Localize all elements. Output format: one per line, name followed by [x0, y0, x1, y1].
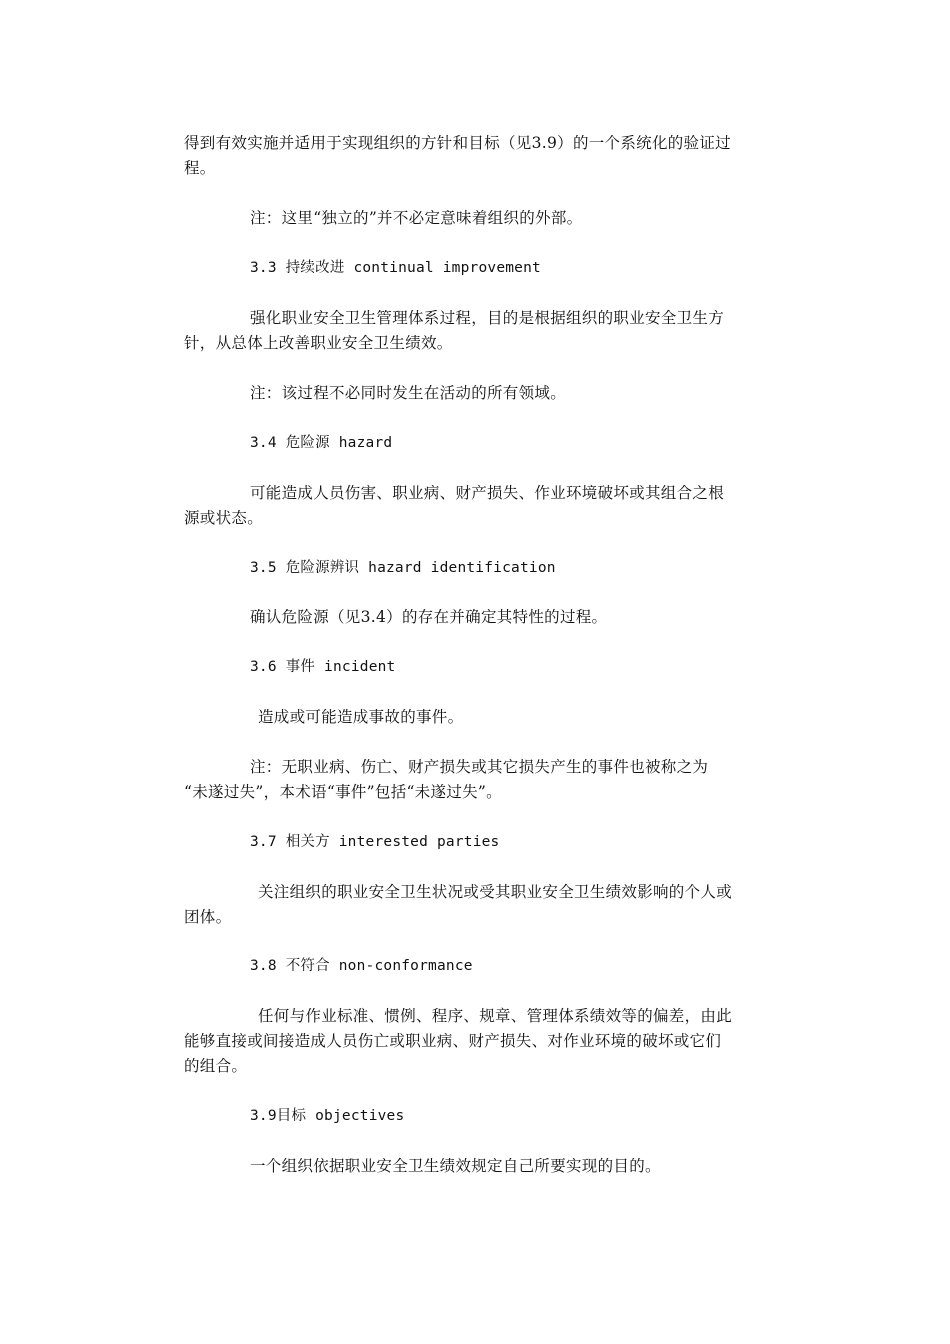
definition-line: 针，从总体上改善职业安全卫生绩效。: [184, 334, 453, 352]
note-text: 注：无职业病、伤亡、财产损失或其它损失产生的事件也被称之为: [250, 758, 709, 776]
section-heading-3-8: 3.8 不符合 non-conformance: [250, 958, 473, 974]
definition-line: 关注组织的职业安全卫生状况或受其职业安全卫生绩效影响的个人或: [258, 883, 733, 901]
section-heading-3-4: 3.4 危险源 hazard: [250, 435, 393, 451]
note-text: “未遂过失”，本术语“事件”包括“未遂过失”。: [184, 783, 502, 801]
definition-line: 团体。: [184, 908, 232, 926]
definition-line: 确认危险源（见3.4）的存在并确定其特性的过程。: [250, 608, 608, 626]
section-heading-3-6: 3.6 事件 incident: [250, 659, 396, 675]
definition-line: 强化职业安全卫生管理体系过程，目的是根据组织的职业安全卫生方: [250, 309, 725, 327]
definition-line: 源或状态。: [184, 509, 264, 527]
definition-line: 的组合。: [184, 1057, 248, 1075]
definition-line: 可能造成人员伤害、职业病、财产损失、作业环境破坏或其组合之根: [250, 484, 725, 502]
section-heading-3-3: 3.3 持续改进 continual improvement: [250, 260, 541, 276]
paragraph-line: 程。: [184, 159, 216, 177]
paragraph-line: 得到有效实施并适用于实现组织的方针和目标（见3.9）的一个系统化的验证过: [184, 134, 731, 152]
section-heading-3-7: 3.7 相关方 interested parties: [250, 834, 500, 850]
note-text: 注：该过程不必同时发生在活动的所有领域。: [250, 384, 567, 402]
section-heading-3-5: 3.5 危险源辨识 hazard identification: [250, 560, 556, 576]
definition-line: 一个组织依据职业安全卫生绩效规定自己所要实现的目的。: [250, 1157, 661, 1175]
note-text: 注：这里“独立的”并不必定意味着组织的外部。: [250, 209, 583, 227]
definition-line: 能够直接或间接造成人员伤亡或职业病、财产损失、对作业环境的破坏或它们: [184, 1032, 722, 1050]
section-heading-3-9: 3.9目标 objectives: [250, 1108, 405, 1124]
definition-line: 造成或可能造成事故的事件。: [258, 708, 464, 726]
definition-line: 任何与作业标准、惯例、程序、规章、管理体系绩效等的偏差，由此: [258, 1007, 733, 1025]
